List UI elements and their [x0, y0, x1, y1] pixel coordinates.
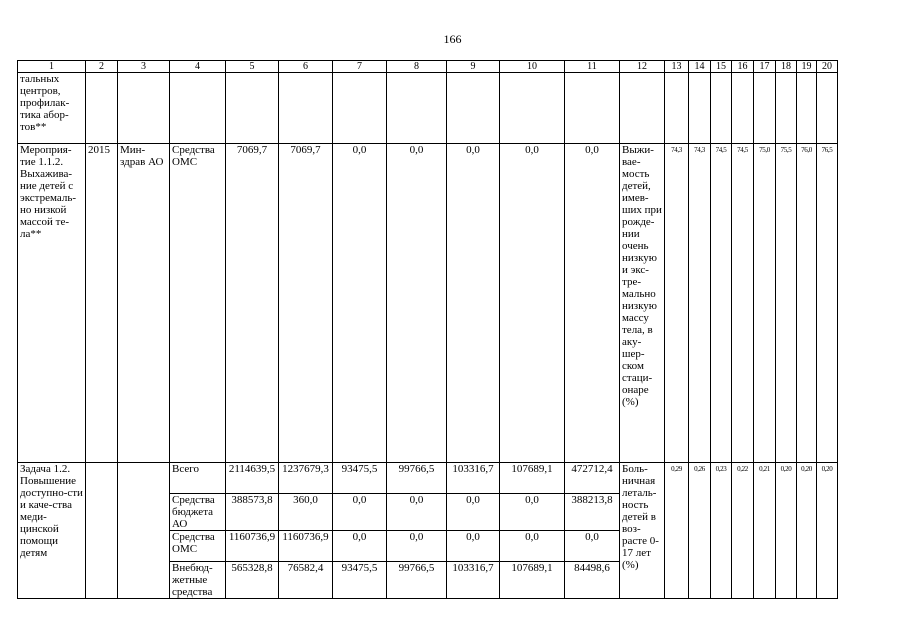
target-cell: 0,23: [711, 463, 732, 599]
header-cell: 1: [18, 61, 86, 73]
header-cell: 17: [754, 61, 776, 73]
empty-cell: [170, 73, 226, 144]
empty-cell: [333, 73, 387, 144]
header-cell: 20: [817, 61, 838, 73]
value-cell: 107689,1: [500, 463, 565, 494]
value-cell: 93475,5: [333, 463, 387, 494]
value-cell: 472712,4: [565, 463, 620, 494]
empty-cell: [447, 73, 500, 144]
target-cell: 74,5: [711, 144, 732, 463]
empty-cell: [387, 73, 447, 144]
source-cell: Средства ОМС: [170, 531, 226, 562]
value-cell: 1160736,9: [279, 531, 333, 562]
target-cell: 76,5: [817, 144, 838, 463]
target-cell: 74,5: [732, 144, 754, 463]
target-cell: 76,0: [797, 144, 817, 463]
header-cell: 16: [732, 61, 754, 73]
measure-name-cell: тальных центров, профилак-тика абор-тов**: [18, 73, 86, 144]
value-cell: 0,0: [333, 144, 387, 463]
empty-cell: [226, 73, 279, 144]
empty-cell: [86, 73, 118, 144]
header-cell: 5: [226, 61, 279, 73]
header-cell: 10: [500, 61, 565, 73]
value-cell: 0,0: [565, 144, 620, 463]
target-cell: 75,5: [776, 144, 797, 463]
target-cell: 0,20: [797, 463, 817, 599]
value-cell: 7069,7: [226, 144, 279, 463]
header-cell: 3: [118, 61, 170, 73]
value-cell: 0,0: [387, 531, 447, 562]
value-cell: 565328,8: [226, 562, 279, 599]
value-cell: 93475,5: [333, 562, 387, 599]
target-cell: 0,29: [665, 463, 689, 599]
empty-cell: [732, 73, 754, 144]
value-cell: 0,0: [333, 494, 387, 531]
value-cell: 1237679,3: [279, 463, 333, 494]
empty-cell: [711, 73, 732, 144]
header-cell: 8: [387, 61, 447, 73]
header-cell: 18: [776, 61, 797, 73]
header-cell: 2: [86, 61, 118, 73]
indicator-cell: Выжи-вае-мость детей, имев-ших при рожде-нии очень низкую и экс-тре-мально низкую массу тела, в аку-шер-ском стаци-онаре (%): [620, 144, 665, 463]
value-cell: 2114639,5: [226, 463, 279, 494]
year-cell: 2015: [86, 144, 118, 463]
value-cell: 0,0: [447, 494, 500, 531]
value-cell: 103316,7: [447, 562, 500, 599]
value-cell: 1160736,9: [226, 531, 279, 562]
target-cell: 75,0: [754, 144, 776, 463]
empty-cell: [565, 73, 620, 144]
empty-cell: [86, 463, 118, 599]
task-name-cell: Задача 1.2. Повышение доступно-сти и каче-ства меди-цинской помощи детям: [18, 463, 86, 599]
value-cell: 0,0: [500, 531, 565, 562]
value-cell: 0,0: [500, 494, 565, 531]
task-row-total: [18, 463, 838, 494]
target-cell: 0,20: [776, 463, 797, 599]
source-cell: Внебюд-жетные средства: [170, 562, 226, 599]
target-cell: 74,3: [689, 144, 711, 463]
page-number: 166: [443, 32, 462, 46]
executor-cell: Мин-здрав АО: [118, 144, 170, 463]
header-cell: 15: [711, 61, 732, 73]
header-cell: 11: [565, 61, 620, 73]
source-cell: Всего: [170, 463, 226, 494]
header-cell: 7: [333, 61, 387, 73]
value-cell: 0,0: [387, 494, 447, 531]
empty-cell: [500, 73, 565, 144]
value-cell: 360,0: [279, 494, 333, 531]
continuation-row: [18, 73, 838, 144]
header-cell: 6: [279, 61, 333, 73]
empty-cell: [776, 73, 797, 144]
target-cell: 0,21: [754, 463, 776, 599]
empty-cell: [817, 73, 838, 144]
value-cell: 0,0: [387, 144, 447, 463]
source-cell: Средства ОМС: [170, 144, 226, 463]
empty-cell: [118, 73, 170, 144]
value-cell: 103316,7: [447, 463, 500, 494]
empty-cell: [279, 73, 333, 144]
program-table: [17, 60, 838, 599]
value-cell: 0,0: [333, 531, 387, 562]
header-cell: 9: [447, 61, 500, 73]
header-cell: 14: [689, 61, 711, 73]
header-row: [18, 61, 838, 73]
empty-cell: [797, 73, 817, 144]
value-cell: 388573,8: [226, 494, 279, 531]
header-cell: 12: [620, 61, 665, 73]
empty-cell: [754, 73, 776, 144]
value-cell: 0,0: [500, 144, 565, 463]
value-cell: 99766,5: [387, 562, 447, 599]
value-cell: 0,0: [565, 531, 620, 562]
value-cell: 99766,5: [387, 463, 447, 494]
empty-cell: [118, 463, 170, 599]
empty-cell: [620, 73, 665, 144]
target-cell: 0,22: [732, 463, 754, 599]
value-cell: 0,0: [447, 531, 500, 562]
value-cell: 388213,8: [565, 494, 620, 531]
target-cell: 0,20: [817, 463, 838, 599]
value-cell: 107689,1: [500, 562, 565, 599]
value-cell: 7069,7: [279, 144, 333, 463]
value-cell: 84498,6: [565, 562, 620, 599]
value-cell: 76582,4: [279, 562, 333, 599]
measure-row: [18, 144, 838, 463]
target-cell: 74,3: [665, 144, 689, 463]
source-cell: Средства бюджета АО: [170, 494, 226, 531]
indicator-cell: Боль-ничная леталь-ность детей в воз-расте 0-17 лет (%): [620, 463, 665, 599]
empty-cell: [689, 73, 711, 144]
empty-cell: [665, 73, 689, 144]
measure-name-cell: Мероприя-тие 1.1.2. Выхажива-ние детей с экстремаль-но низкой массой те-ла**: [18, 144, 86, 463]
target-cell: 0,26: [689, 463, 711, 599]
header-cell: 4: [170, 61, 226, 73]
header-cell: 19: [797, 61, 817, 73]
value-cell: 0,0: [447, 144, 500, 463]
header-cell: 13: [665, 61, 689, 73]
